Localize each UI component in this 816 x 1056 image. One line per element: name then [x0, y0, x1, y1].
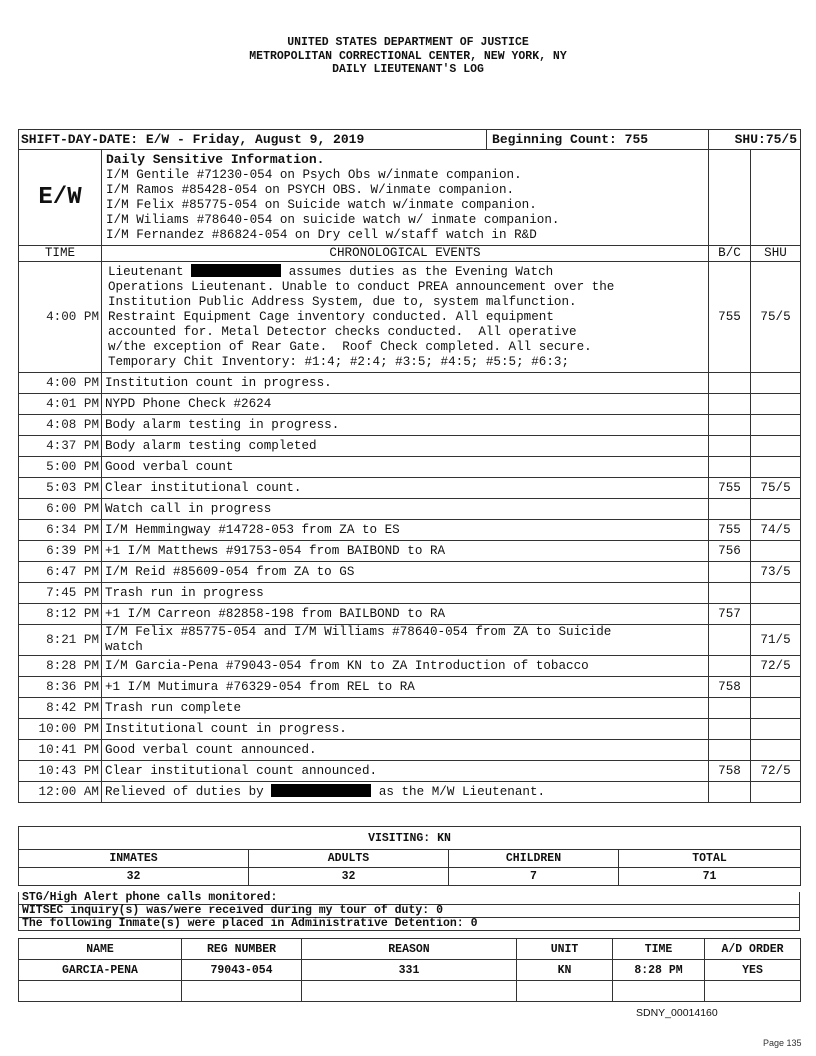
- admin-cell: [613, 981, 705, 1002]
- entry-time: 6:39 PM: [19, 541, 102, 562]
- entry-bc: [709, 656, 751, 677]
- visiting-value: 7: [449, 868, 619, 886]
- admin-detention-table: [18, 938, 801, 1002]
- entry-bc: [709, 698, 751, 719]
- entry-time: 4:37 PM: [19, 436, 102, 457]
- entry-event: +1 I/M Carreon #82858-198 from BAILBOND to RA: [102, 604, 709, 625]
- entry-event: Lieutenant assumes duties as the Evening Watch Operations Lieutenant. Unable to conduct PREA announcement over the Institution Public Address System, due to, system malfunction. Restraint Equipment Cage inventory conducted. All equipment accounted for. Metal Detector checks conducted. All operative w/the exception of Rear Gate. Roof Check completed. All secure. Temporary Chit Inventory: #1:4; #2:4; #3:5; #4:5; #5:5; #6:3;: [102, 262, 709, 373]
- admin-cell: 8:28 PM: [613, 960, 705, 981]
- admin-row: [19, 981, 801, 1002]
- log-entry: [19, 604, 801, 625]
- log-entry: [19, 583, 801, 604]
- entry-shu: [751, 698, 801, 719]
- entry-bc: [709, 394, 751, 415]
- entry-bc: [709, 740, 751, 761]
- entry-shu: [751, 782, 801, 803]
- entry-time: 4:08 PM: [19, 415, 102, 436]
- entry-time: 5:00 PM: [19, 457, 102, 478]
- entry-time: 4:00 PM: [19, 262, 102, 373]
- entry-bc: 758: [709, 677, 751, 698]
- entry-time: 10:41 PM: [19, 740, 102, 761]
- entry-event: Institution count in progress.: [102, 373, 709, 394]
- entry-shu: [751, 499, 801, 520]
- entry-time: 4:00 PM: [19, 373, 102, 394]
- log-entry: [19, 436, 801, 457]
- entry-bc: 757: [709, 604, 751, 625]
- log-entry: [19, 761, 801, 782]
- log-entry: [19, 457, 801, 478]
- entry-bc: 755: [709, 520, 751, 541]
- entry-event: I/M Hemmingway #14728-053 from ZA to ES: [102, 520, 709, 541]
- shu-count: SHU:75/5: [709, 130, 801, 150]
- col-time: TIME: [19, 246, 102, 262]
- entry-time: 4:01 PM: [19, 394, 102, 415]
- header-log-title: DAILY LIEUTENANT'S LOG: [332, 63, 484, 76]
- entry-bc: [709, 583, 751, 604]
- entry-bc: [709, 415, 751, 436]
- visiting-header: ADULTS: [249, 850, 449, 868]
- col-shu: SHU: [751, 246, 801, 262]
- entry-event: Body alarm testing completed: [102, 436, 709, 457]
- entry-event: Good verbal count: [102, 457, 709, 478]
- entry-shu: [751, 541, 801, 562]
- header-facility: METROPOLITAN CORRECTIONAL CENTER, NEW YORK, NY: [249, 49, 567, 63]
- document-header: [0, 36, 816, 77]
- entry-time: 8:42 PM: [19, 698, 102, 719]
- log-header-row: [19, 130, 801, 150]
- entry-bc: [709, 499, 751, 520]
- admin-header: REASON: [302, 939, 517, 960]
- entry-time: 8:28 PM: [19, 656, 102, 677]
- column-header-row: [19, 246, 801, 262]
- entry-shu: 75/5: [751, 262, 801, 373]
- admin-detention-note: The following Inmate(s) were placed in Administrative Detention: 0: [18, 918, 800, 931]
- entry-time: 5:03 PM: [19, 478, 102, 499]
- entry-bc: 755: [709, 478, 751, 499]
- entry-shu: 73/5: [751, 562, 801, 583]
- entry-time: 8:36 PM: [19, 677, 102, 698]
- visiting-title: VISITING: KN: [19, 827, 801, 850]
- visiting-value: 32: [249, 868, 449, 886]
- entry-bc: 758: [709, 761, 751, 782]
- notes-block: [18, 892, 800, 931]
- log-entry: [19, 698, 801, 719]
- admin-header: TIME: [613, 939, 705, 960]
- entry-event: Relieved of duties by as the M/W Lieutenant.: [102, 782, 709, 803]
- entry-time: 6:00 PM: [19, 499, 102, 520]
- redaction-box: [271, 784, 371, 797]
- entry-event: Watch call in progress: [102, 499, 709, 520]
- log-entry: [19, 562, 801, 583]
- entry-event: Good verbal count announced.: [102, 740, 709, 761]
- bates-number: SDNY_00014160: [636, 1007, 718, 1019]
- log-entry: [19, 656, 801, 677]
- admin-cell: [182, 981, 302, 1002]
- entry-bc: [709, 436, 751, 457]
- entry-event: Clear institutional count announced.: [102, 761, 709, 782]
- admin-cell: [517, 981, 613, 1002]
- entry-event: Institutional count in progress.: [102, 719, 709, 740]
- admin-header: REG NUMBER: [182, 939, 302, 960]
- entry-event: Trash run complete: [102, 698, 709, 719]
- sensitive-info-row: [19, 150, 801, 246]
- entry-bc: [709, 625, 751, 656]
- entry-event: +1 I/M Mutimura #76329-054 from REL to RA: [102, 677, 709, 698]
- log-entry: [19, 373, 801, 394]
- admin-cell: [19, 981, 182, 1002]
- entry-shu: [751, 394, 801, 415]
- admin-cell: 79043-054: [182, 960, 302, 981]
- admin-row: [19, 960, 801, 981]
- entry-shu: [751, 457, 801, 478]
- entry-bc: 756: [709, 541, 751, 562]
- entry-event: +1 I/M Matthews #91753-054 from BAIBOND to RA: [102, 541, 709, 562]
- entry-shu: 72/5: [751, 656, 801, 677]
- log-entry: [19, 740, 801, 761]
- entry-bc: [709, 373, 751, 394]
- log-entry: [19, 719, 801, 740]
- admin-cell: 331: [302, 960, 517, 981]
- entry-time: 8:12 PM: [19, 604, 102, 625]
- admin-header: A/D ORDER: [705, 939, 801, 960]
- entry-bc: [709, 457, 751, 478]
- entry-event: Body alarm testing in progress.: [102, 415, 709, 436]
- visiting-header: CHILDREN: [449, 850, 619, 868]
- admin-header: NAME: [19, 939, 182, 960]
- entry-shu: [751, 604, 801, 625]
- visiting-value: 32: [19, 868, 249, 886]
- log-entry-first: [19, 262, 801, 373]
- admin-cell: KN: [517, 960, 613, 981]
- entry-shu: 71/5: [751, 625, 801, 656]
- log-entry: [19, 541, 801, 562]
- entry-event: Trash run in progress: [102, 583, 709, 604]
- entry-shu: [751, 415, 801, 436]
- entry-time: 10:43 PM: [19, 761, 102, 782]
- entry-shu: [751, 373, 801, 394]
- visiting-header: INMATES: [19, 850, 249, 868]
- header-agency: UNITED STATES DEPARTMENT OF JUSTICE: [287, 36, 529, 49]
- beginning-count: Beginning Count: 755: [487, 130, 709, 150]
- entry-event: NYPD Phone Check #2624: [102, 394, 709, 415]
- entry-time: 6:47 PM: [19, 562, 102, 583]
- entry-event: I/M Felix #85775-054 and I/M Williams #78640-054 from ZA to Suicide watch: [102, 625, 709, 656]
- entry-shu: [751, 719, 801, 740]
- entry-time: 8:21 PM: [19, 625, 102, 656]
- shift-day-date: SHIFT-DAY-DATE: E/W - Friday, August 9, 2019: [19, 130, 487, 150]
- log-entry: [19, 520, 801, 541]
- entry-time: 10:00 PM: [19, 719, 102, 740]
- admin-header: UNIT: [517, 939, 613, 960]
- entry-shu: [751, 436, 801, 457]
- log-entry: [19, 394, 801, 415]
- visiting-header: TOTAL: [619, 850, 801, 868]
- entry-time: 6:34 PM: [19, 520, 102, 541]
- entry-time: 7:45 PM: [19, 583, 102, 604]
- admin-cell: [705, 981, 801, 1002]
- stg-note: STG/High Alert phone calls monitored:: [18, 892, 800, 905]
- entry-shu: 74/5: [751, 520, 801, 541]
- log-entry-last: [19, 782, 801, 803]
- entry-bc: 755: [709, 262, 751, 373]
- witsec-note: WITSEC inquiry(s) was/were received during my tour of duty: 0: [18, 905, 800, 918]
- entry-time: 12:00 AM: [19, 782, 102, 803]
- col-events: CHRONOLOGICAL EVENTS: [102, 246, 709, 262]
- chronological-log-table: [18, 129, 801, 803]
- log-entry: [19, 625, 801, 656]
- sensitive-info-lines: I/M Gentile #71230-054 on Psych Obs w/inmate companion. I/M Ramos #85428-054 on PSYCH OBS. W/inmate companion. I/M Felix #85775-054 on Suicide watch w/inmate companion. I/M Wiliams #78640-054 on suicide watch w/ inmate companion. I/M Fernandez #86824-054 on Dry cell w/staff watch in R&D: [106, 168, 560, 242]
- entry-bc: [709, 719, 751, 740]
- entry-shu: [751, 677, 801, 698]
- entry-bc: [709, 562, 751, 583]
- log-entry: [19, 499, 801, 520]
- page-number: Page 135: [763, 1038, 802, 1048]
- entry-bc: [709, 782, 751, 803]
- entry-shu: 72/5: [751, 761, 801, 782]
- entry-shu: [751, 583, 801, 604]
- visiting-table: [18, 826, 801, 886]
- visiting-value: 71: [619, 868, 801, 886]
- admin-cell: YES: [705, 960, 801, 981]
- sensitive-info: [102, 150, 709, 246]
- log-entry: [19, 415, 801, 436]
- admin-header-row: [19, 939, 801, 960]
- log-entry: [19, 478, 801, 499]
- entry-shu: 75/5: [751, 478, 801, 499]
- entry-shu: [751, 740, 801, 761]
- sensitive-info-title: Daily Sensitive Information.: [106, 152, 325, 167]
- log-entry: [19, 677, 801, 698]
- col-bc: B/C: [709, 246, 751, 262]
- admin-cell: GARCIA-PENA: [19, 960, 182, 981]
- entry-event: I/M Garcia-Pena #79043-054 from KN to ZA Introduction of tobacco: [102, 656, 709, 677]
- entry-event: I/M Reid #85609-054 from ZA to GS: [102, 562, 709, 583]
- redaction-box: [191, 264, 281, 277]
- entry-event: Clear institutional count.: [102, 478, 709, 499]
- admin-cell: [302, 981, 517, 1002]
- shift-code: E/W: [19, 150, 102, 246]
